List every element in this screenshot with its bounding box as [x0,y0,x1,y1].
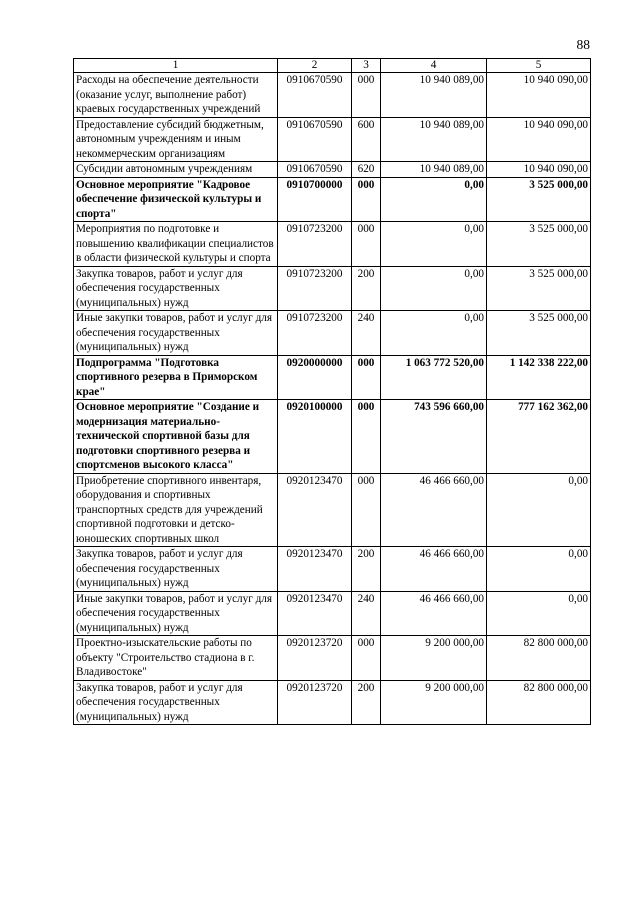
row-sum1-cell: 0,00 [381,222,487,267]
row-name-cell: Расходы на обеспечение деятельности (оказание услуг, выполнение работ) краевых государственных учреждений [74,73,278,118]
row-code-cell: 0920123470 [278,591,352,636]
row-sum2-cell: 10 940 090,00 [487,73,591,118]
page-number: 88 [576,37,590,52]
row-sum1-cell: 10 940 089,00 [381,162,487,178]
row-sum1-cell: 46 466 660,00 [381,547,487,592]
row-sum2-cell: 0,00 [487,473,591,547]
row-code-cell: 0910723200 [278,266,352,311]
header-row [74,59,591,73]
table-row [74,162,591,178]
row-code-cell: 0920123470 [278,473,352,547]
table-row [74,117,591,162]
row-sum1-cell: 743 596 660,00 [381,400,487,474]
row-code-cell: 0910700000 [278,177,352,222]
row-sum1-cell: 46 466 660,00 [381,473,487,547]
row-type-cell: 200 [352,680,381,725]
row-name-cell: Иные закупки товаров, работ и услуг для обеспечения государственных (муниципальных) нужд [74,311,278,356]
row-name-cell: Предоставление субсидий бюджетным, автономным учреждениям и иным некоммерческим организациям [74,117,278,162]
row-sum1-cell: 9 200 000,00 [381,680,487,725]
row-sum1-cell: 1 063 772 520,00 [381,355,487,400]
row-sum2-cell: 777 162 362,00 [487,400,591,474]
table-row [74,266,591,311]
row-sum2-cell: 10 940 090,00 [487,162,591,178]
table-row [74,636,591,681]
row-name-cell: Закупка товаров, работ и услуг для обеспечения государственных (муниципальных) нужд [74,266,278,311]
row-sum2-cell: 3 525 000,00 [487,177,591,222]
row-type-cell: 240 [352,591,381,636]
table-row [74,177,591,222]
row-sum1-cell: 10 940 089,00 [381,73,487,118]
row-name-cell: Закупка товаров, работ и услуг для обеспечения государственных (муниципальных) нужд [74,680,278,725]
row-sum2-cell: 82 800 000,00 [487,680,591,725]
row-name-cell: Подпрограмма "Подготовка спортивного резерва в Приморском крае" [74,355,278,400]
column-header: 5 [487,59,591,73]
row-sum2-cell: 3 525 000,00 [487,311,591,356]
row-type-cell: 200 [352,547,381,592]
row-type-cell: 000 [352,355,381,400]
row-type-cell: 200 [352,266,381,311]
row-type-cell: 000 [352,400,381,474]
table-row [74,311,591,356]
row-type-cell: 000 [352,73,381,118]
row-code-cell: 0910723200 [278,222,352,267]
row-sum1-cell: 46 466 660,00 [381,591,487,636]
row-sum2-cell: 82 800 000,00 [487,636,591,681]
row-sum2-cell: 0,00 [487,547,591,592]
row-type-cell: 000 [352,222,381,267]
row-code-cell: 0910723200 [278,311,352,356]
row-type-cell: 600 [352,117,381,162]
row-type-cell: 000 [352,177,381,222]
row-sum1-cell: 0,00 [381,311,487,356]
row-name-cell: Субсидии автономным учреждениям [74,162,278,178]
row-code-cell: 0920123720 [278,680,352,725]
table-row [74,473,591,547]
row-type-cell: 000 [352,636,381,681]
row-code-cell: 0920000000 [278,355,352,400]
row-name-cell: Основное мероприятие "Кадровое обеспечение физической культуры и спорта" [74,177,278,222]
column-header: 2 [278,59,352,73]
table-row [74,222,591,267]
row-type-cell: 000 [352,473,381,547]
row-type-cell: 240 [352,311,381,356]
column-header: 1 [74,59,278,73]
row-code-cell: 0910670590 [278,162,352,178]
row-code-cell: 0910670590 [278,73,352,118]
row-code-cell: 0910670590 [278,117,352,162]
row-code-cell: 0920100000 [278,400,352,474]
table-row [74,400,591,474]
row-type-cell: 620 [352,162,381,178]
row-sum2-cell: 3 525 000,00 [487,222,591,267]
row-sum2-cell: 3 525 000,00 [487,266,591,311]
row-code-cell: 0920123720 [278,636,352,681]
row-name-cell: Иные закупки товаров, работ и услуг для обеспечения государственных (муниципальных) нужд [74,591,278,636]
table-row [74,355,591,400]
row-sum2-cell: 10 940 090,00 [487,117,591,162]
row-sum1-cell: 9 200 000,00 [381,636,487,681]
table-row [74,73,591,118]
column-header: 4 [381,59,487,73]
row-name-cell: Приобретение спортивного инвентаря, оборудования и спортивных транспортных средств для учреждений спортивной подготовки и детско-юношеских спортивных школ [74,473,278,547]
row-name-cell: Проектно-изыскательские работы по объекту "Строительство стадиона в г. Владивостоке" [74,636,278,681]
column-header: 3 [352,59,381,73]
row-sum1-cell: 10 940 089,00 [381,117,487,162]
table-row [74,591,591,636]
row-code-cell: 0920123470 [278,547,352,592]
row-sum1-cell: 0,00 [381,177,487,222]
row-sum2-cell: 0,00 [487,591,591,636]
budget-table [73,58,591,725]
row-name-cell: Мероприятия по подготовке и повышению квалификации специалистов в области физической культуры и спорта [74,222,278,267]
row-sum1-cell: 0,00 [381,266,487,311]
row-name-cell: Закупка товаров, работ и услуг для обеспечения государственных (муниципальных) нужд [74,547,278,592]
table-row [74,680,591,725]
row-name-cell: Основное мероприятие "Создание и модернизация материально-технической спортивной базы для подготовки спортивного резерва и спортсменов высокого класса" [74,400,278,474]
table-row [74,547,591,592]
row-sum2-cell: 1 142 338 222,00 [487,355,591,400]
